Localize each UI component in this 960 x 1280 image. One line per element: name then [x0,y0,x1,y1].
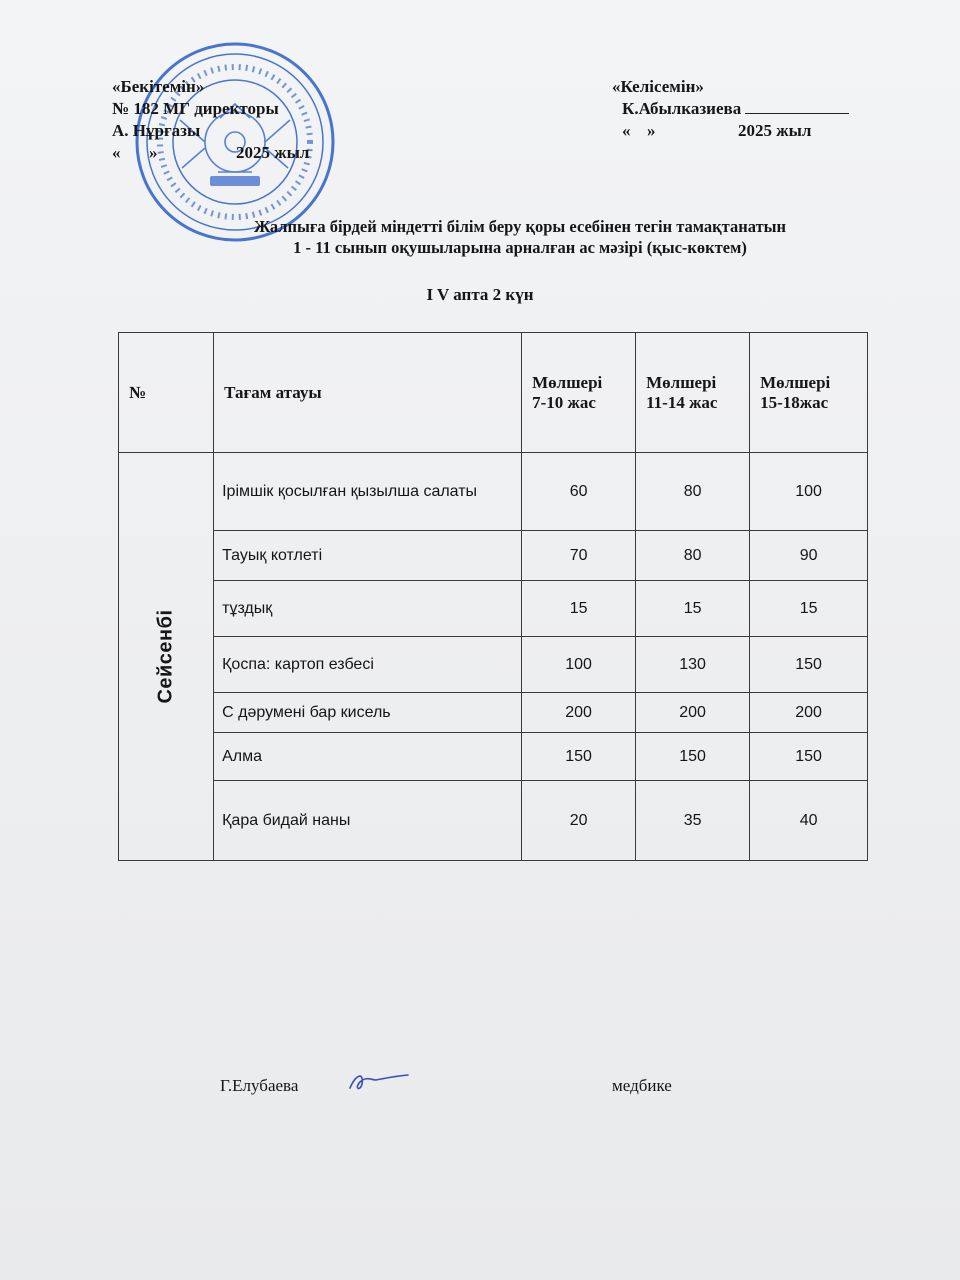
agreement-date [612,120,912,142]
amount-7-10: 150 [522,733,636,781]
amount-15-18: 100 [750,453,868,531]
table-row [119,581,868,637]
dish-name: Ірімшік қосылған қызылша салаты [214,453,522,531]
amount-11-14: 80 [636,531,750,581]
table-row [119,453,868,531]
quote-close: » [647,121,656,140]
amount-7-10: 60 [522,453,636,531]
week-day-label: I V апта 2 күн [426,285,534,304]
amount-7-10: 20 [522,781,636,861]
table-row [119,781,868,861]
agreement-block [612,76,912,142]
approval-year: 2025 жыл [236,143,310,162]
quote-open: « [622,121,631,140]
amount-15-18: 200 [750,693,868,733]
handwritten-signature [346,1066,410,1094]
amount-7-10: 70 [522,531,636,581]
approval-name: А. Нұрғазы [112,121,201,140]
signature-line [745,98,849,114]
agreement-name: К.Абылказиева [622,99,742,118]
header-number: № [119,333,214,453]
amount-15-18: 40 [750,781,868,861]
approval-position: № 182 МГ директоры [112,99,279,118]
menu-table [118,332,868,861]
amount-15-18: 15 [750,581,868,637]
dish-name: Алма [214,733,522,781]
table-row [119,733,868,781]
agreement-year: 2025 жыл [738,121,812,140]
dish-name: Қоспа: картоп езбесі [214,637,522,693]
amount-7-10: 100 [522,637,636,693]
agreement-name-line [612,98,912,120]
dish-name: С дәрумені бар кисель [214,693,522,733]
dish-name: Тауық котлеті [214,531,522,581]
header-age-11-14: Мөлшері 11-14 жас [636,333,750,453]
table-row [119,637,868,693]
dish-name: тұздық [214,581,522,637]
header-age-15-18: Мөлшері 15-18жас [750,333,868,453]
amount-15-18: 150 [750,733,868,781]
approval-heading: «Бекітемін» [112,77,205,96]
day-cell [119,453,214,861]
signatory-name: Г.Елубаева [220,1076,299,1095]
table-row [119,693,868,733]
table-row [119,531,868,581]
signatory-role: медбике [612,1076,672,1095]
table-header-row [119,333,868,453]
amount-15-18: 150 [750,637,868,693]
approval-block [112,76,372,164]
header-dish: Тағам атауы [214,333,522,453]
header-age-7-10: Мөлшері 7-10 жас [522,333,636,453]
amount-7-10: 15 [522,581,636,637]
title-line-2: 1 - 11 сынып оқушыларына арналған ас мәзірі (қыс-көктем) [293,238,747,257]
agreement-heading: «Келісемін» [612,77,704,96]
title-line-1: Жалпыға бірдей міндетті білім беру қоры есебінен тегін тамақтанатын [253,217,787,236]
amount-11-14: 150 [636,733,750,781]
document-title [130,216,910,258]
dish-name: Қара бидай наны [214,781,522,861]
amount-15-18: 90 [750,531,868,581]
amount-7-10: 200 [522,693,636,733]
day-label: Сейсенбі [154,609,177,704]
amount-11-14: 200 [636,693,750,733]
amount-11-14: 130 [636,637,750,693]
quote-close: » [149,143,158,162]
amount-11-14: 15 [636,581,750,637]
quote-open: « [112,143,121,162]
amount-11-14: 80 [636,453,750,531]
amount-11-14: 35 [636,781,750,861]
approval-date [112,142,372,164]
